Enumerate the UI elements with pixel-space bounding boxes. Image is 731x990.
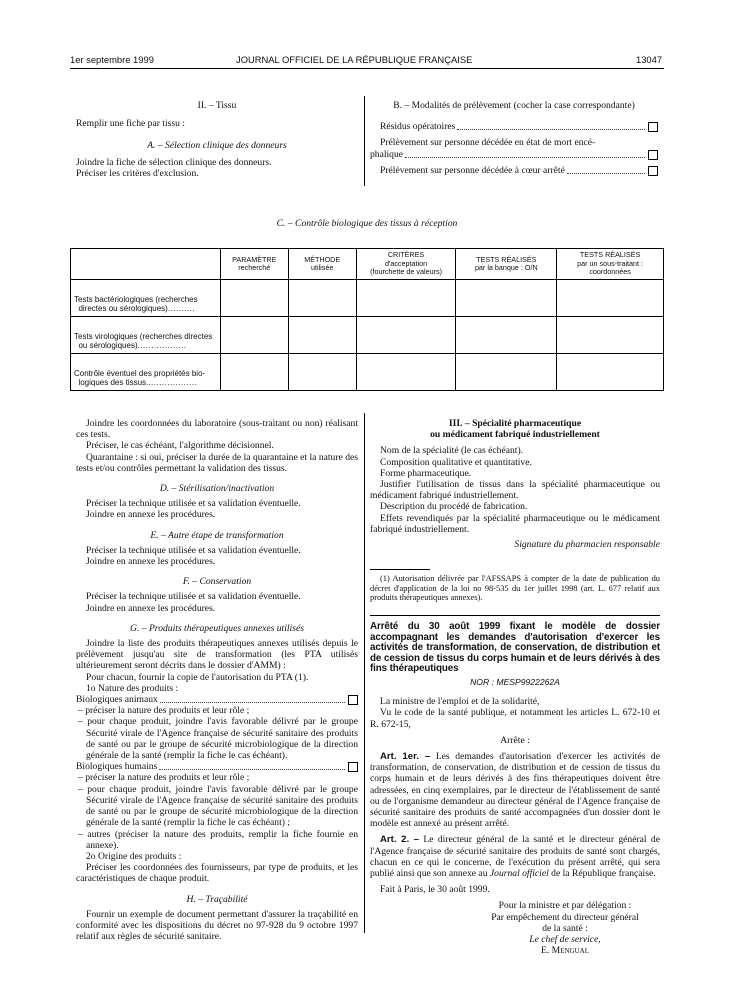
signature-pharmacien: Signature du pharmacien responsable [514,539,660,551]
prelevement-item-label: Prélèvement sur personne décédée à cœur arrêté [380,164,565,176]
checkbox-mort-encephalique[interactable] [648,150,658,160]
specialite-line: Justifier l'utilisation de tissus dans la spécialité pharmaceutique ou médicament fabriqué industriellement. [370,479,660,502]
conservation-title: F. – Conservation [182,576,252,588]
section-tissu [76,100,358,179]
specialite-line: Effets revendiqués par la spécialité pharmaceutique ou le médicament fabriqué industriellement. [370,512,660,535]
algorithme-paragraph: Préciser, le cas échéant, l'algorithme décisionnel. [86,440,274,452]
header-journal: JOURNAL OFFICIEL DE LA RÉPUBLIQUE FRANÇAISE [236,54,473,65]
list-item: – préciser la nature des produits et leur rôle ; [78,772,250,784]
prelevement-item-label: Prélèvement sur personne décédée en état de mort encé- [380,137,596,149]
bio-animaux-row [76,694,358,705]
table-header-cell: PARAMÈTRE recherché [220,249,288,280]
quarantaine-paragraph: Quarantaine : si oui, préciser la durée de la quarantaine et la nature des tests et/ou contrôles permettant la validation des tissus. [76,451,358,474]
bio-humains-label: Biologiques humains [76,761,158,773]
table-header-empty [71,249,221,280]
article-2-text-b: de la République française. [548,868,656,880]
origine-heading: 2o Origine des produits : [86,850,182,862]
signature-line: Par empêchement du directeur général [491,911,639,923]
table-cell[interactable] [456,280,557,317]
controle-table [70,248,664,391]
table-row [71,354,664,391]
checkbox-bio-humains[interactable] [348,762,358,772]
table-cell[interactable] [557,280,664,317]
pta-title: G. – Produits thérapeutiques annexes utilisés [130,622,304,634]
table-cell[interactable] [557,354,664,391]
article-2-label: Art. 2. – [380,834,420,846]
specialite-line: Forme pharmaceutique. [380,467,472,479]
arrete-word: Arrête : [500,734,530,746]
table-header-cell: TESTS RÉALISÉS par un sous-traitant : coordonnées [557,249,664,280]
section-line: Préciser la technique utilisée et sa validation éventuelle. [86,544,301,556]
article-2-text-italic: Journal officiel [489,868,549,880]
article-2-text-a: Le directeur général de la santé et le directeur général de l'Agence française de sécurité sanitaire des produits de santé sont chargés, chacun en ce qui le concerne, de l'exécution du présent arrêté, qui sera publié ainsi que son annexe au [370,834,660,880]
right-column [370,418,660,956]
tissu-title: II. – Tissu [197,100,237,111]
column-divider-bottom [364,413,365,933]
signature-line: de la santé : [542,922,588,934]
bio-animaux-label: Biologiques animaux [76,694,158,706]
prelevement-item-label: Résidus opératoires [380,121,456,133]
transformation-title: E. – Autre étape de transformation [150,529,284,541]
controle-title: C. – Contrôle biologique des tissus à réception [276,218,458,229]
header-date: 1er septembre 1999 [70,54,154,65]
selection-line-2: Préciser les critères d'exclusion. [76,167,199,179]
section-line: Joindre en annexe les procédures. [86,509,216,521]
table-cell[interactable] [356,354,456,391]
arrete-title: Arrêté du 30 août 1999 fixant le modèle de dossier accompagnant les demandes d'autorisation d'exercer les activités de transformation, de conservation, de distribution et de cession de tissus du corps humain et de leurs dérivés à des fins thérapeutiques [370,621,660,675]
origine-paragraph: Préciser les coordonnées des fournisseurs, par type de produits, et les caractéristiques de chaque produit. [76,862,358,885]
section-prelevement [370,100,658,176]
specialite-title-1: III. – Spécialité pharmaceutique [448,418,582,429]
column-divider-top [364,96,365,186]
prelevement-item-mort-encephalique [370,149,658,160]
left-column [76,418,358,942]
table-header-cell: CRITÈRES d'acceptation (fourchette de valeurs) [356,249,456,280]
specialite-line: Description du procédé de fabrication. [380,501,528,513]
article-1 [370,751,660,829]
table-row [71,317,664,354]
fait-line: Fait à Paris, le 30 août 1999. [380,884,490,896]
footnote-rule [370,569,430,570]
section-line: Préciser la technique utilisée et sa validation éventuelle. [86,591,301,603]
sterilisation-title: D. – Stérilisation/inactivation [159,483,275,495]
section-line: Préciser la technique utilisée et sa validation éventuelle. [86,498,301,510]
checkbox-coeur-arrete[interactable] [648,166,658,176]
list-item: – préciser la nature des produits et leur rôle ; [78,705,250,717]
section-line: Joindre en annexe les procédures. [86,556,216,568]
table-cell[interactable] [288,280,356,317]
checkbox-residus[interactable] [648,122,658,132]
article-1-label: Art. 1er. – [380,751,431,762]
nature-heading: 1o Nature des produits : [86,682,179,694]
selection-title: A. – Sélection clinique des donneurs [147,140,287,152]
tracabilite-title: H. – Traçabilité [186,893,248,905]
signature-block [470,900,660,956]
specialite-line: Composition qualitative et quantitative. [380,456,532,468]
specialite-line: Nom de la spécialité (le cas échéant). [380,445,524,457]
nor-reference: NOR : MESP9922262A [470,676,560,687]
prelevement-title-text: B. – Modalités de prélèvement (cocher la case correspondante) [393,100,635,111]
table-cell[interactable] [288,317,356,354]
pta-paragraph: Joindre la liste des produits thérapeutiques annexes utilisés depuis le prélèvement jusqu'au site de transformation (les PTA utilisés ultérieurement seront décrits dans le dossier d'AMM) : [76,638,358,672]
selection-line-1: Joindre la fiche de sélection clinique des donneurs. [76,156,272,168]
article-2 [370,834,660,879]
minister-line: La ministre de l'emploi et de la solidarité, [380,696,540,708]
signature-role: Le chef de service, [529,934,601,946]
section-line: Joindre en annexe les procédures. [86,602,216,614]
list-item: – pour chaque produit, joindre l'avis favorable délivré par le groupe Sécurité virale de l'Agence française de sécurité sanitaire des produits de santé ou par le groupe de sécurité microbiologique de la direction générale de la santé (remplir la fiche le cas échéant) ; [78,783,358,829]
specialite-title-2: ou médicament fabriqué industriellement [430,429,600,441]
list-item: – pour chaque produit, joindre l'avis favorable délivré par le groupe Sécurité virale de l'Agence française de sécurité sanitaire des produits de santé ou par le groupe de sécurité microbiologique de la direction générale de la santé (remplir la fiche le cas échéant). [78,716,358,762]
table-row-label: Contrôle éventuel des propriétés bio- logiques des tissus................... [71,354,221,391]
tissu-intro: Remplir une fiche par tissu : [76,118,185,130]
table-cell[interactable] [557,317,664,354]
checkbox-bio-animaux[interactable] [348,695,358,705]
table-cell[interactable] [288,354,356,391]
arrete-rule [370,615,660,616]
footnote: (1) Autorisation délivrée par l'AFSSAPS à compter de la date de publication du décret d'application de la loi no 98-535 du 1er juillet 1998 (art. L. 677 relatif aux produits thérapeutiques annexes). [370,574,660,603]
signature-line: Pour la ministre et par délégation : [498,900,632,912]
tracabilite-paragraph: Fournir un exemple de document permettant d'assurer la traçabilité en conformité avec les dispositions du décret no 97-928 du 9 octobre 1997 relatif aux règles de sécurité sanitaire. [76,908,358,943]
vu-line: Vu le code de la santé publique, et notamment les articles L. 672-10 et R. 672-15, [370,707,660,730]
table-header-row [71,249,664,280]
table-cell[interactable] [356,317,456,354]
table-row-label: Tests virologiques (recherches directes ou sérologiques).................. [71,317,221,354]
table-cell[interactable] [220,280,288,317]
labo-paragraph: Joindre les coordonnées du laboratoire (sous-traitant ou non) réalisant ces tests. [76,418,358,441]
signature-name: E. Mengual [541,945,589,957]
table-cell[interactable] [220,354,288,391]
prelevement-item-label: phalique [370,148,404,160]
header-page-number: 13047 [636,54,663,65]
table-cell[interactable] [220,317,288,354]
prelevement-item-coeur-arrete [370,165,658,176]
bio-humains-row [76,761,358,772]
prelevement-title [370,100,658,111]
pta-paragraph: Pour chacun, fournir la copie de l'autorisation du PTA (1). [86,671,309,683]
header-rule [70,68,664,69]
table-header-cell: TESTS RÉALISÉS par la banque : O/N [456,249,557,280]
table-row-label: Tests bactériologiques (recherches directes ou sérologiques).......... [71,280,221,317]
table-cell[interactable] [356,280,456,317]
table-cell[interactable] [456,317,557,354]
table-header-cell: MÉTHODE utilisée [288,249,356,280]
table-row [71,280,664,317]
article-1-text: Les demandes d'autorisation d'exercer les activités de transformation, de conservation, de distribution et de cession de tissus du corps humain et de leurs dérivés à des fins thérapeutiques doivent être adressées, en cinq exemplaires, par le directeur de l'établissement de santé ou de l'organisme demandeur au directeur général de l'Agence française de sécurité sanitaire des produits de santé accompagnées d'un dossier dont le modèle est annexé au présent arrêté. [370,751,660,830]
list-item: – autres (préciser la nature des produits, remplir la fiche fournie en annexe). [78,828,358,851]
table-cell[interactable] [456,354,557,391]
prelevement-item-residus [370,121,658,132]
